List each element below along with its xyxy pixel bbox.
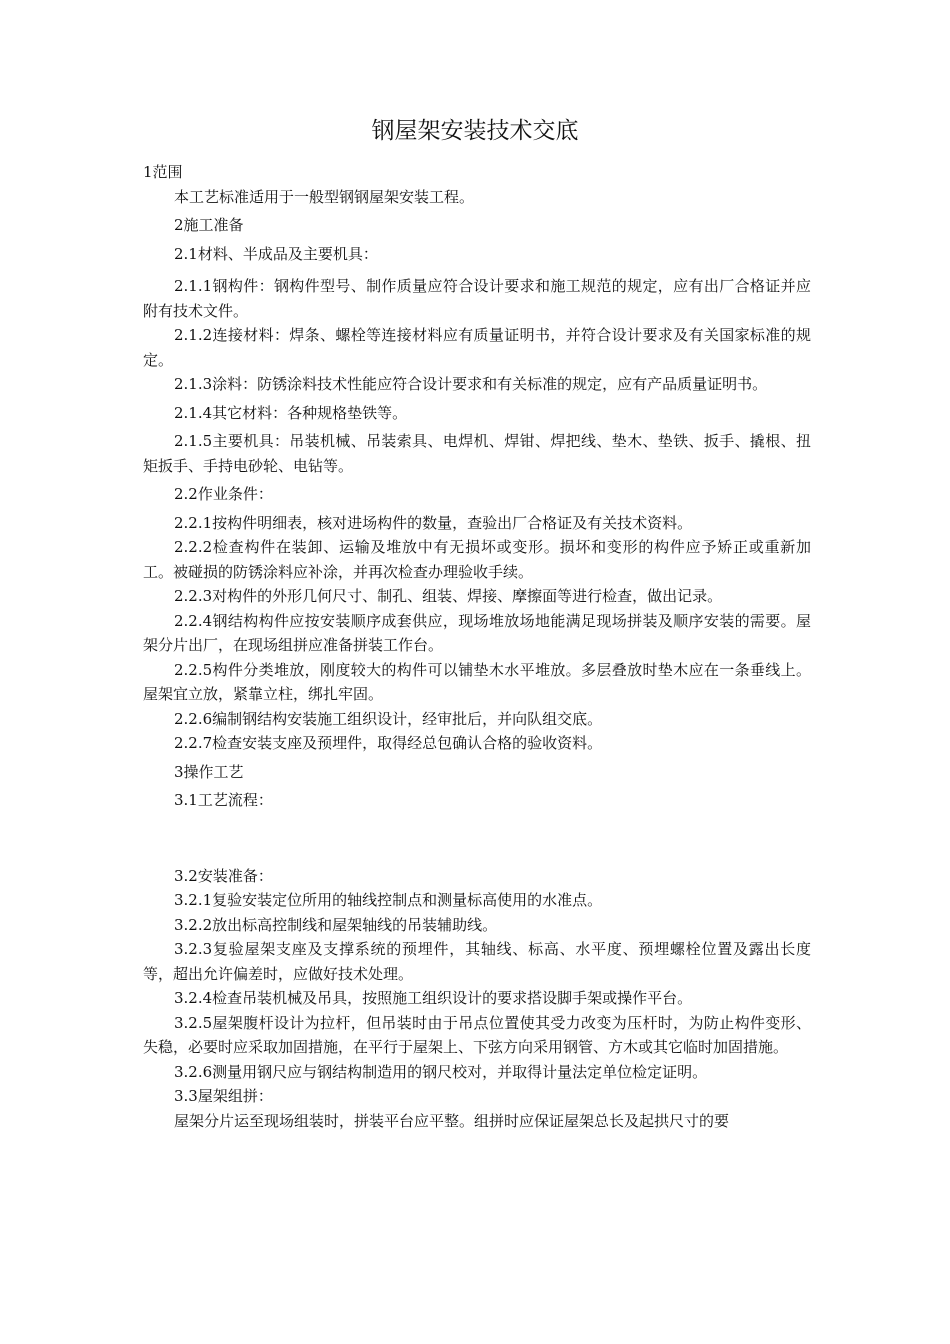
paragraph: 3.2.1复验安装定位所用的轴线控制点和测量标高使用的水准点。 xyxy=(174,891,603,909)
paragraph: 2.1.4其它材料：各种规格垫铁等。 xyxy=(174,403,408,422)
paragraph: 3.2.6测量用钢尺应与钢结构制造用的钢尺校对，并取得计量法定单位检定证明。 xyxy=(174,1062,708,1081)
paragraph: 屋架分片运至现场组装时，拼装平台应平整。组拼时应保证屋架总长及起拱尺寸的要 xyxy=(174,1111,730,1130)
paragraph: 本工艺标准适用于一般型钢钢屋架安装工程。 xyxy=(174,187,475,206)
paragraph: 3.2.5屋架腹杆设计为拉杆，但吊装时由于吊点位置使其受力改变为压杆时，为防止构件变形、失稳，必要时应采取加固措施，在平行于屋架上、下弦方向采用钢管、方木或其它临时加固措施。 xyxy=(143,1013,811,1056)
section-heading: 1范围 xyxy=(143,163,183,181)
subsection-heading: 3.2安装准备： xyxy=(174,866,273,885)
subsection-heading: 3.3屋架组拼： xyxy=(174,1087,273,1105)
paragraph: 2.2.2检查构件在装卸、运输及堆放中有无损坏或变形。损坏和变形的构件应予矫正或重新加工。被碰损的防锈涂料应补涂，并再次检查办理验收手续。 xyxy=(143,538,811,581)
subsection-heading: 2.2作业条件： xyxy=(174,485,273,503)
paragraph: 2.2.7检查安装支座及预埋件，取得经总包确认合格的验收资料。 xyxy=(174,734,603,752)
paragraph: 2.2.5构件分类堆放，刚度较大的构件可以铺垫木水平堆放。多层叠放时垫木应在一条垂线上。屋架宜立放，紧靠立柱，绑扎牢固。 xyxy=(143,660,811,703)
process-flow-blank xyxy=(143,813,811,864)
subsection-heading: 3.1工艺流程： xyxy=(174,791,273,809)
paragraph: 2.1.2连接材料：焊条、螺栓等连接材料应有质量证明书，并符合设计要求及有关国家标准的规定。 xyxy=(143,326,811,369)
paragraph: 2.2.3对构件的外形几何尺寸、制孔、组装、焊接、摩擦面等进行检查，做出记录。 xyxy=(174,587,723,605)
paragraph: 2.2.6编制钢结构安装施工组织设计，经审批后，并向队组交底。 xyxy=(174,709,603,728)
document-title: 钢屋架安装技术交底 xyxy=(371,118,579,144)
paragraph: 2.2.1按构件明细表，核对进场构件的数量，查验出厂合格证及有关技术资料。 xyxy=(174,513,693,532)
subsection-heading: 2.1材料、半成品及主要机具： xyxy=(174,244,378,263)
paragraph: 2.1.5主要机具：吊装机械、吊装索具、电焊机、焊钳、焊把线、垫木、垫铁、扳手、撬根、扭矩扳手、手持电砂轮、电钻等。 xyxy=(143,432,811,475)
paragraph: 3.2.3复验屋架支座及支撑系统的预埋件，其轴线、标高、水平度、预埋螺栓位置及露出长度等，超出允许偏差时，应做好技术处理。 xyxy=(143,940,811,983)
paragraph: 2.2.4钢结构构件应按安装顺序成套供应，现场堆放场地能满足现场拼装及顺序安装的需要。屋架分片出厂，在现场组拼应准备拼装工作台。 xyxy=(143,611,811,654)
document-body xyxy=(143,160,811,1133)
section-heading: 3操作工艺 xyxy=(174,762,244,781)
paragraph: 2.1.1钢构件：钢构件型号、制作质量应符合设计要求和施工规范的规定，应有出厂合格证并应附有技术文件。 xyxy=(143,277,811,320)
section-heading: 2施工准备 xyxy=(174,216,244,234)
paragraph: 3.2.2放出标高控制线和屋架轴线的吊装辅助线。 xyxy=(174,915,498,934)
paragraph: 3.2.4检查吊装机械及吊具，按照施工组织设计的要求搭设脚手架或操作平台。 xyxy=(174,989,693,1007)
paragraph: 2.1.3涂料：防锈涂料技术性能应符合设计要求和有关标准的规定，应有产品质量证明书。 xyxy=(174,375,768,393)
